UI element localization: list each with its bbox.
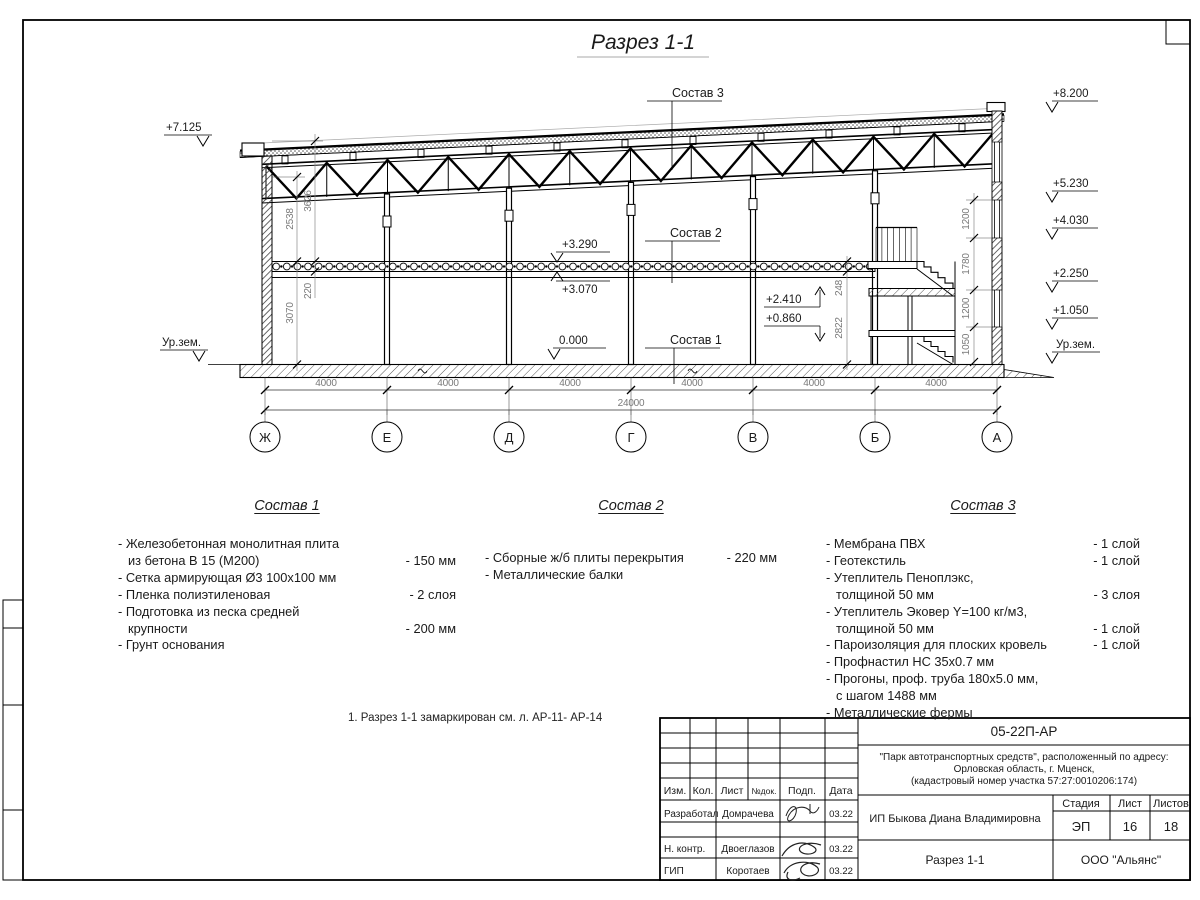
svg-text:+0.860: +0.860 <box>766 313 802 325</box>
elev-right-parapet <box>1046 88 1098 112</box>
callout-sostav2 <box>645 226 722 283</box>
row-name-1: Двоеглазов <box>721 844 775 855</box>
svg-text:+3.070: +3.070 <box>562 284 598 296</box>
row-date-2: 03.22 <box>829 866 853 877</box>
right-parapet <box>987 103 1005 112</box>
composition-3-title: Состав 3 <box>950 498 1016 514</box>
list-item: - Металлические фермы <box>826 705 973 721</box>
list-item: - Сборные ж/б плиты перекрытия - 220 мм <box>485 550 777 566</box>
list-item: - Подготовка из песка средней крупности - 200 мм <box>118 603 456 636</box>
drawing-note: 1. Разрез 1-1 замаркирован см. л. АР-11- АР-14 <box>348 712 603 724</box>
dim-2822: 2822 <box>834 317 845 339</box>
list-item: - Металлические балки <box>485 567 624 583</box>
elev-landing-upper <box>764 287 825 307</box>
svg-text:+2.250: +2.250 <box>1053 268 1089 280</box>
elev-ground-left <box>160 337 208 361</box>
svg-text:+4.030: +4.030 <box>1053 215 1089 227</box>
svg-text:Ур.зем.: Ур.зем. <box>1056 339 1096 351</box>
landing-2410 <box>869 289 955 297</box>
elev-right-window2 <box>1046 268 1098 292</box>
dim-3070: 3070 <box>285 302 296 324</box>
page-title: Разрез 1-1 <box>590 31 696 54</box>
elev-right-truss <box>1046 178 1098 202</box>
svg-text:Состав 2: Состав 2 <box>670 226 722 240</box>
col-izm: Изм. <box>663 785 687 797</box>
dim-1200b: 1200 <box>961 297 972 320</box>
elev-right-sill <box>1046 305 1098 329</box>
svg-text:0.000: 0.000 <box>559 335 588 347</box>
right-wall <box>992 111 1002 365</box>
list-item: - Мембрана ПВХ - 1 слой <box>826 536 1140 552</box>
axis-d: Д <box>504 430 514 445</box>
left-wall <box>262 156 272 365</box>
stage-value: ЭП <box>1071 819 1091 834</box>
composition-block-2 <box>485 497 777 584</box>
client: ИП Быкова Диана Владимировна <box>869 813 1041 825</box>
col-ndok: №док. <box>751 786 777 796</box>
svg-text:+7.125: +7.125 <box>166 122 202 134</box>
staircase <box>868 228 955 365</box>
lower-flight <box>917 337 953 363</box>
dim-span-4: 4000 <box>681 378 703 389</box>
row-date-0: 03.22 <box>829 809 853 820</box>
list-item: - Прогоны, проф. труба 180х5.0 мм, с шагом 1488 мм <box>826 671 1039 704</box>
axis-zh: Ж <box>258 430 272 445</box>
elev-slab-bottom <box>551 272 610 296</box>
railing <box>876 228 917 262</box>
row-role-0: Разработал <box>664 809 719 820</box>
list-item: - Профнастил НС 35х0.7 мм <box>826 654 995 670</box>
list-item: - Сетка армирующая Ø3 100х100 мм <box>118 569 337 585</box>
doc-number: 05-22П-АР <box>990 724 1058 739</box>
list-item: - Геотекстиль - 1 слой <box>826 553 1140 569</box>
sheet-title <box>577 31 709 57</box>
upper-flight <box>917 262 953 289</box>
composition-block-1 <box>118 497 456 654</box>
list-item: - Железобетонная монолитная плита из бетона В 15 (М200) - 150 мм <box>118 536 456 569</box>
svg-text:+3.290: +3.290 <box>562 239 598 251</box>
left-fascia <box>242 143 264 156</box>
elev-ground-right <box>1046 339 1100 363</box>
svg-text:Состав 1: Состав 1 <box>670 333 722 347</box>
dim-3626: 3626 <box>303 190 314 212</box>
svg-text:Ур.зем.: Ур.зем. <box>162 337 202 349</box>
dim-span-2: 4000 <box>437 378 459 389</box>
list-item: - Утеплитель Эковер Y=100 кг/м3, толщиной 50 мм - 1 слой <box>826 603 1140 636</box>
elev-slab-top <box>551 239 610 262</box>
axis-g: Г <box>627 430 635 445</box>
extension-lines <box>265 378 997 416</box>
axis-b: Б <box>870 430 880 445</box>
elev-left-roof <box>164 122 212 146</box>
sheets-label: Листов <box>1153 798 1189 810</box>
svg-text:Состав 3: Состав 3 <box>672 86 724 100</box>
svg-text:+5.230: +5.230 <box>1053 178 1089 190</box>
svg-text:+8.200: +8.200 <box>1053 88 1089 100</box>
dim-1780: 1780 <box>961 253 972 275</box>
dim-span-3: 4000 <box>559 378 581 389</box>
row-date-1: 03.22 <box>829 844 853 855</box>
row-name-0: Домрачева <box>722 809 774 820</box>
dim-1050: 1050 <box>961 333 972 356</box>
col-podp: Подп. <box>788 785 816 797</box>
row-role-2: ГИП <box>664 866 684 877</box>
sheets-total: 18 <box>1163 819 1179 834</box>
section-drawing <box>208 103 1054 378</box>
dim-248: 248 <box>834 279 845 297</box>
elev-right-window-top <box>1046 215 1098 239</box>
row-name-2: Коротаев <box>726 866 770 877</box>
axis-e: Е <box>382 430 392 445</box>
row-role-1: Н. контр. <box>664 844 706 855</box>
svg-text:+1.050: +1.050 <box>1053 305 1089 317</box>
stage-label: Стадия <box>1062 798 1100 810</box>
elev-floor <box>548 335 606 359</box>
project-line2: Орловская область, г. Мценск, <box>953 764 1095 775</box>
col-data: Дата <box>829 785 853 797</box>
svg-text:+2.410: +2.410 <box>766 294 802 306</box>
filing-boxes <box>3 600 23 880</box>
composition-block-3 <box>826 497 1140 722</box>
project-line3: (кадастровый номер участка 57:27:0010206:174) <box>910 776 1138 787</box>
dim-span-6: 4000 <box>925 378 947 389</box>
dim-1200a: 1200 <box>961 208 972 230</box>
sheet-number: 16 <box>1122 819 1138 834</box>
list-item: - Пленка полиэтиленовая - 2 слоя <box>118 586 456 602</box>
sheet-name: Разрез 1-1 <box>925 853 985 867</box>
ground-floor <box>208 365 1054 378</box>
dim-span-1: 4000 <box>315 378 337 389</box>
list-item: - Пароизоляция для плоских кровель - 1 слой <box>826 637 1140 653</box>
title-block <box>660 718 1190 880</box>
organization: ООО "Альянс" <box>1080 853 1162 867</box>
dim-span-5: 4000 <box>803 378 825 389</box>
axis-a: А <box>992 430 1002 445</box>
dim-2538: 2538 <box>285 208 296 230</box>
list-item: - Утеплитель Пеноплэкс, толщиной 50 мм - 3 слоя <box>826 569 1140 602</box>
composition-2-title: Состав 2 <box>598 498 664 514</box>
axis-bubbles <box>250 410 1012 452</box>
col-kol: Кол. <box>692 785 714 797</box>
landing-0860 <box>869 331 955 337</box>
project-line1: "Парк автотранспортных средств", расположенный по адресу: <box>879 752 1169 763</box>
dim-total: 24000 <box>617 398 645 409</box>
composition-1-title: Состав 1 <box>254 498 320 514</box>
sheet-label: Лист <box>1118 798 1142 810</box>
elev-landing-lower <box>764 313 825 341</box>
floor-slab <box>272 262 875 278</box>
col-list: Лист <box>720 785 744 797</box>
dim-220: 220 <box>303 282 314 300</box>
axis-v: В <box>748 430 758 445</box>
list-item: - Грунт основания <box>118 637 225 653</box>
